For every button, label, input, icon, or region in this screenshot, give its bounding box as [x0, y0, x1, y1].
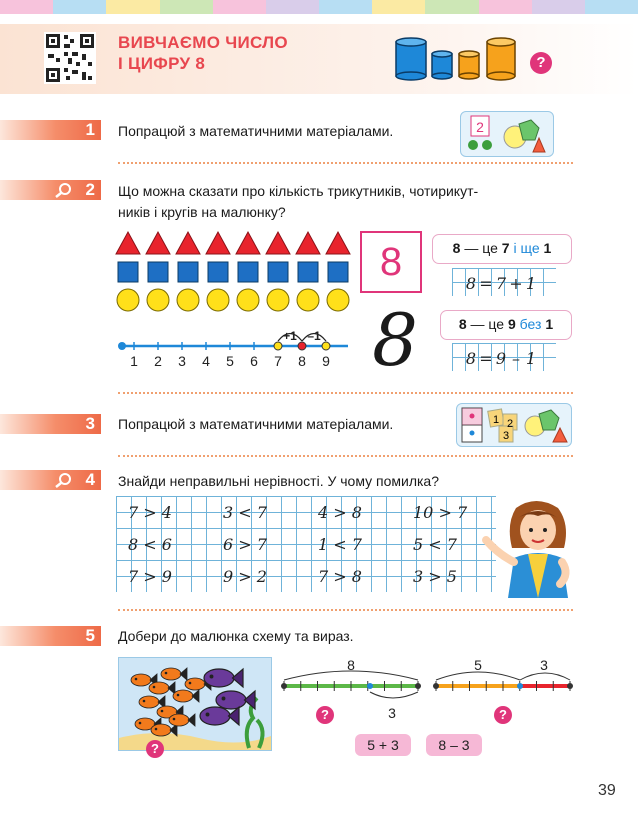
task-4-text: Знайди неправильні нерівності. У чому помилка?: [118, 473, 439, 489]
top-color-strip: [0, 0, 638, 14]
number-line-label: 8: [298, 353, 306, 369]
triangle: [296, 232, 320, 254]
orange-fish: [173, 690, 199, 702]
square: [208, 262, 228, 282]
equation-8-9-1: [452, 343, 556, 371]
circle: [147, 289, 169, 311]
inequality: 7 > 4: [128, 503, 172, 522]
number-line-label: 1: [130, 353, 138, 369]
number-line-label: 3: [178, 353, 186, 369]
number-line-label: 7: [274, 353, 282, 369]
task-4-number-label: 4: [85, 470, 95, 489]
divider: [118, 609, 573, 611]
number-line-label: 4: [202, 353, 210, 369]
question-mark-icon: ?: [316, 706, 334, 724]
triangle: [236, 232, 260, 254]
orange-fish: [169, 714, 195, 726]
task-3-number: 3: [0, 414, 101, 434]
circle: [237, 289, 259, 311]
task-5-number: 5: [0, 626, 101, 646]
divider: [118, 455, 573, 457]
square: [148, 262, 168, 282]
page-title: [118, 32, 288, 74]
girl-illustration: [478, 494, 584, 598]
point-9: [322, 342, 330, 350]
strip-segment: [372, 0, 425, 14]
svg-text:1: 1: [492, 414, 500, 426]
task-2-text-line2: ників і кругів на малюнку?: [118, 204, 286, 220]
square: [328, 262, 348, 282]
equation-symbol: =: [479, 349, 493, 368]
number-line-label: 9: [322, 353, 330, 369]
equation-symbol: 1: [525, 349, 537, 368]
triangle: [326, 232, 350, 254]
equation-symbol: –: [512, 349, 520, 368]
purple-fish: [200, 707, 239, 725]
purple-fish: [204, 669, 243, 687]
cylinder-orange-small: [459, 51, 479, 79]
svg-text:2: 2: [506, 418, 514, 430]
svg-text:3: 3: [502, 430, 510, 442]
math-materials-card-3: [456, 403, 572, 447]
equation-symbol: 9: [495, 349, 507, 368]
circle: [177, 289, 199, 311]
magnifier-icon: [55, 472, 73, 488]
task-3-text: Попрацюй з математичними матеріалами.: [118, 416, 394, 432]
circle: [267, 289, 289, 311]
scheme-1-top: 8: [347, 657, 355, 673]
circle: [117, 289, 139, 311]
triangle: [206, 232, 230, 254]
task-2-number: [0, 180, 101, 200]
number-line-label: 6: [250, 353, 258, 369]
qr-code-icon[interactable]: [44, 32, 96, 84]
inequality: 5 < 7: [413, 535, 457, 554]
math-materials-card-1: [460, 111, 554, 157]
orange-fish: [139, 696, 165, 708]
task-2-text: [118, 181, 478, 223]
cylinder-blue-small: [432, 51, 452, 79]
number-line-start: [118, 342, 126, 350]
square: [298, 262, 318, 282]
triangle: [266, 232, 290, 254]
task-4-number: [0, 470, 101, 490]
point-8: [298, 342, 306, 350]
number-line-label: 2: [154, 353, 162, 369]
purple-fish: [216, 691, 255, 709]
inequality: 9 > 2: [223, 567, 267, 586]
circle: [207, 289, 229, 311]
equation-symbol: 8: [465, 274, 477, 293]
scheme-2-left: 5: [474, 657, 482, 673]
equation-8-7-1: [452, 268, 556, 296]
title-line-1: ВИВЧАЄМО ЧИСЛО: [118, 33, 288, 52]
inequality: 1 < 7: [318, 535, 362, 554]
inequality: 3 < 7: [223, 503, 267, 522]
written-digit-8: 8: [372, 298, 418, 382]
equation-symbol: 7: [495, 274, 507, 293]
scheme-2-right: 3: [540, 657, 548, 673]
scheme-2: [433, 672, 573, 691]
circle: [327, 289, 349, 311]
square: [118, 262, 138, 282]
strip-segment: [213, 0, 266, 14]
strip-segment: [160, 0, 213, 14]
task-2-number-label: 2: [85, 180, 95, 199]
strip-segment: [106, 0, 159, 14]
task-1-number: 1: [0, 120, 101, 140]
inequality: 10 > 7: [413, 503, 468, 522]
orange-fish: [161, 668, 187, 680]
square: [178, 262, 198, 282]
inequalities-grid: [116, 496, 496, 592]
strip-segment: [585, 0, 638, 14]
cylinder-blue-large: [396, 38, 426, 80]
equation-symbol: 1: [525, 274, 537, 293]
minus-one-label: –1: [307, 329, 321, 343]
equation-symbol: +: [509, 274, 523, 293]
point-7: [274, 342, 282, 350]
number-line-label: 5: [226, 353, 234, 369]
inequality: 6 > 7: [223, 535, 267, 554]
scheme-1-bottom: 3: [388, 705, 396, 721]
square: [268, 262, 288, 282]
expression-8-minus-3[interactable]: 8 – 3: [426, 734, 482, 756]
circle: [297, 289, 319, 311]
strip-segment: [266, 0, 319, 14]
strip-segment: [53, 0, 106, 14]
divider: [118, 162, 573, 164]
triangle: [116, 232, 140, 254]
strip-segment: [532, 0, 585, 14]
triangle: [146, 232, 170, 254]
orange-fish: [149, 682, 175, 694]
shapes-and-number-line: [112, 228, 352, 376]
task-5-text: Добери до малюнка схему та вираз.: [118, 628, 354, 644]
inequality: 8 < 6: [128, 535, 172, 554]
rule-8-is-9-without-1: 8 — це 9 без 1: [440, 310, 572, 340]
question-mark-icon: ?: [146, 740, 164, 758]
inequality: 7 > 9: [128, 567, 172, 586]
scheme-1: [281, 671, 421, 698]
strip-segment: [479, 0, 532, 14]
inequality: 4 > 8: [318, 503, 362, 522]
triangle: [176, 232, 200, 254]
page-number: 39: [598, 782, 616, 799]
strip-segment: [425, 0, 478, 14]
strip-segment: [0, 0, 53, 14]
question-mark-icon: ?: [494, 706, 512, 724]
divider: [118, 392, 573, 394]
rule-8-is-7-and-1: 8 — це 7 і ще 1: [432, 234, 572, 264]
equation-symbol: 8: [465, 349, 477, 368]
task-1-text: Попрацюй з математичними матеріалами.: [118, 123, 394, 139]
card-digit: 2: [476, 119, 484, 135]
cylinder-orange-large: [487, 38, 515, 80]
aquarium-picture: [118, 657, 272, 751]
expression-5-plus-3[interactable]: 5 + 3: [355, 734, 411, 756]
plus-one-label: +1: [283, 329, 297, 343]
title-line-2: І ЦИФРУ 8: [118, 54, 206, 73]
task-2-text-line1: Що можна сказати про кількість трикутників, чотирикут-: [118, 183, 479, 199]
equation-symbol: =: [479, 274, 493, 293]
inequality: 7 > 8: [318, 567, 362, 586]
magnifier-icon: [55, 182, 73, 198]
question-mark-icon: ?: [530, 52, 552, 74]
strip-segment: [319, 0, 372, 14]
inequality: 3 > 5: [413, 567, 457, 586]
printed-digit-8: 8: [360, 231, 422, 293]
square: [238, 262, 258, 282]
